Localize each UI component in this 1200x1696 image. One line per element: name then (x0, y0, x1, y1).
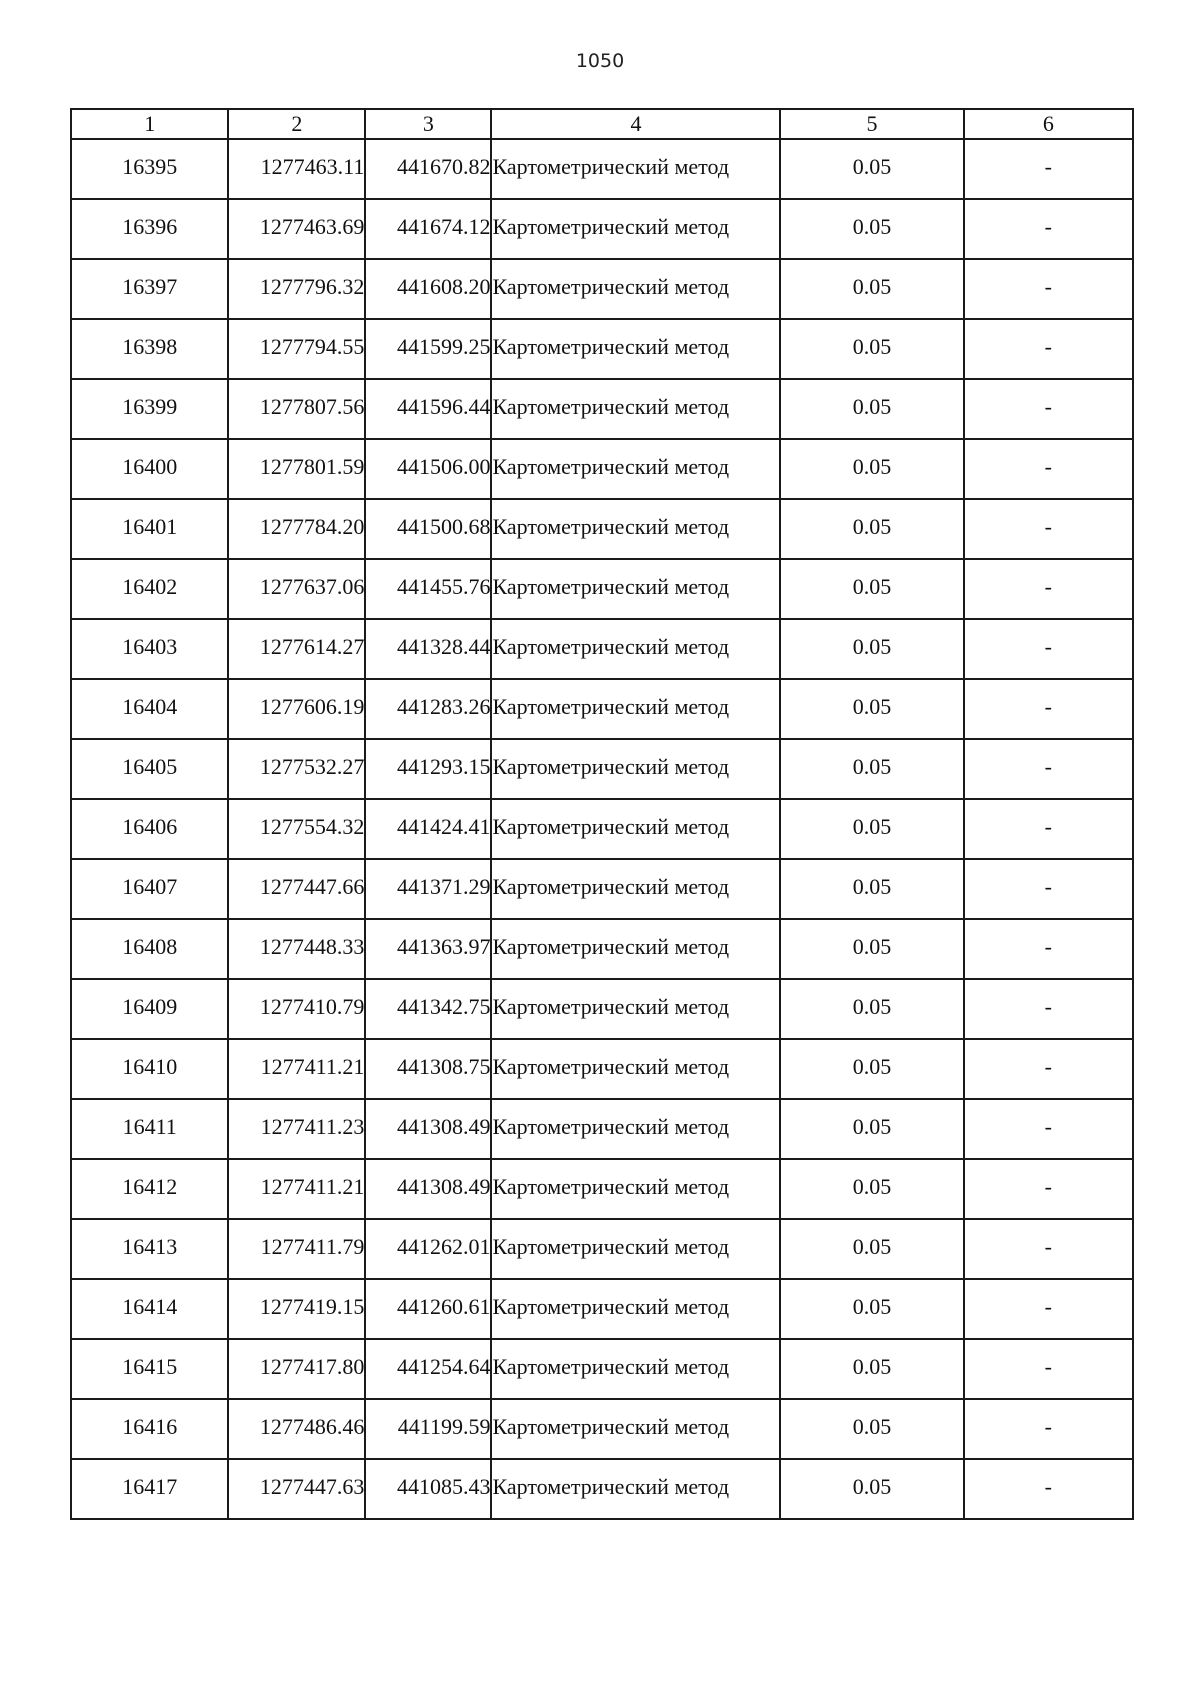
x-coordinate-cell: 1277448.33 (228, 919, 365, 979)
y-coordinate-cell: 441260.61 (365, 1279, 491, 1339)
method-cell: Картометрический метод (491, 979, 780, 1039)
point-number-cell: 16402 (71, 559, 228, 619)
point-number-cell: 16416 (71, 1399, 228, 1459)
accuracy-cell: 0.05 (780, 1279, 963, 1339)
table-row (71, 739, 1133, 799)
accuracy-cell: 0.05 (780, 199, 963, 259)
accuracy-cell: 0.05 (780, 679, 963, 739)
x-coordinate-cell: 1277794.55 (228, 319, 365, 379)
method-cell: Картометрический метод (491, 199, 780, 259)
y-coordinate-cell: 441674.12 (365, 199, 491, 259)
x-coordinate-cell: 1277410.79 (228, 979, 365, 1039)
accuracy-cell: 0.05 (780, 619, 963, 679)
table-row (71, 1159, 1133, 1219)
x-coordinate-cell: 1277554.32 (228, 799, 365, 859)
point-number-cell: 16396 (71, 199, 228, 259)
column-header: 2 (228, 109, 365, 139)
method-cell: Картометрический метод (491, 859, 780, 919)
accuracy-cell: 0.05 (780, 259, 963, 319)
method-cell: Картометрический метод (491, 1159, 780, 1219)
y-coordinate-cell: 441085.43 (365, 1459, 491, 1519)
accuracy-cell: 0.05 (780, 739, 963, 799)
description-cell: - (964, 1039, 1133, 1099)
description-cell: - (964, 619, 1133, 679)
description-cell: - (964, 499, 1133, 559)
accuracy-cell: 0.05 (780, 1099, 963, 1159)
method-cell: Картометрический метод (491, 1039, 780, 1099)
table-row (71, 1459, 1133, 1519)
point-number-cell: 16405 (71, 739, 228, 799)
table-row (71, 139, 1133, 199)
y-coordinate-cell: 441455.76 (365, 559, 491, 619)
description-cell: - (964, 1159, 1133, 1219)
accuracy-cell: 0.05 (780, 1159, 963, 1219)
table-row (71, 1099, 1133, 1159)
accuracy-cell: 0.05 (780, 559, 963, 619)
x-coordinate-cell: 1277486.46 (228, 1399, 365, 1459)
table-row (71, 259, 1133, 319)
method-cell: Картометрический метод (491, 139, 780, 199)
point-number-cell: 16415 (71, 1339, 228, 1399)
method-cell: Картометрический метод (491, 1279, 780, 1339)
description-cell: - (964, 1279, 1133, 1339)
method-cell: Картометрический метод (491, 799, 780, 859)
y-coordinate-cell: 441293.15 (365, 739, 491, 799)
description-cell: - (964, 559, 1133, 619)
method-cell: Картометрический метод (491, 679, 780, 739)
method-cell: Картометрический метод (491, 439, 780, 499)
method-cell: Картометрический метод (491, 1459, 780, 1519)
method-cell: Картометрический метод (491, 619, 780, 679)
table-row (71, 979, 1133, 1039)
method-cell: Картометрический метод (491, 259, 780, 319)
description-cell: - (964, 1339, 1133, 1399)
x-coordinate-cell: 1277417.80 (228, 1339, 365, 1399)
x-coordinate-cell: 1277447.63 (228, 1459, 365, 1519)
method-cell: Картометрический метод (491, 1099, 780, 1159)
point-number-cell: 16408 (71, 919, 228, 979)
table-row (71, 679, 1133, 739)
table-row (71, 439, 1133, 499)
accuracy-cell: 0.05 (780, 1219, 963, 1279)
column-header: 1 (71, 109, 228, 139)
method-cell: Картометрический метод (491, 379, 780, 439)
point-number-cell: 16414 (71, 1279, 228, 1339)
point-number-cell: 16407 (71, 859, 228, 919)
table-row (71, 1279, 1133, 1339)
description-cell: - (964, 979, 1133, 1039)
x-coordinate-cell: 1277532.27 (228, 739, 365, 799)
y-coordinate-cell: 441424.41 (365, 799, 491, 859)
point-number-cell: 16410 (71, 1039, 228, 1099)
accuracy-cell: 0.05 (780, 379, 963, 439)
table-row (71, 799, 1133, 859)
x-coordinate-cell: 1277419.15 (228, 1279, 365, 1339)
point-number-cell: 16400 (71, 439, 228, 499)
y-coordinate-cell: 441500.68 (365, 499, 491, 559)
point-number-cell: 16417 (71, 1459, 228, 1519)
x-coordinate-cell: 1277801.59 (228, 439, 365, 499)
x-coordinate-cell: 1277606.19 (228, 679, 365, 739)
point-number-cell: 16406 (71, 799, 228, 859)
method-cell: Картометрический метод (491, 919, 780, 979)
point-number-cell: 16398 (71, 319, 228, 379)
x-coordinate-cell: 1277614.27 (228, 619, 365, 679)
y-coordinate-cell: 441670.82 (365, 139, 491, 199)
table-row (71, 1219, 1133, 1279)
method-cell: Картометрический метод (491, 1399, 780, 1459)
accuracy-cell: 0.05 (780, 439, 963, 499)
column-header: 5 (780, 109, 963, 139)
table-row (71, 1039, 1133, 1099)
table-row (71, 1339, 1133, 1399)
point-number-cell: 16413 (71, 1219, 228, 1279)
description-cell: - (964, 1459, 1133, 1519)
description-cell: - (964, 859, 1133, 919)
table-header-row (71, 109, 1133, 139)
x-coordinate-cell: 1277411.21 (228, 1039, 365, 1099)
table-row (71, 319, 1133, 379)
accuracy-cell: 0.05 (780, 1459, 963, 1519)
accuracy-cell: 0.05 (780, 319, 963, 379)
description-cell: - (964, 919, 1133, 979)
x-coordinate-cell: 1277796.32 (228, 259, 365, 319)
table-body (71, 139, 1133, 1519)
y-coordinate-cell: 441363.97 (365, 919, 491, 979)
page-number: 1050 (575, 50, 625, 72)
point-number-cell: 16411 (71, 1099, 228, 1159)
description-cell: - (964, 379, 1133, 439)
y-coordinate-cell: 441599.25 (365, 319, 491, 379)
point-number-cell: 16395 (71, 139, 228, 199)
method-cell: Картометрический метод (491, 319, 780, 379)
accuracy-cell: 0.05 (780, 139, 963, 199)
accuracy-cell: 0.05 (780, 799, 963, 859)
coordinates-table (70, 108, 1134, 1520)
description-cell: - (964, 199, 1133, 259)
y-coordinate-cell: 441199.59 (365, 1399, 491, 1459)
y-coordinate-cell: 441328.44 (365, 619, 491, 679)
accuracy-cell: 0.05 (780, 1339, 963, 1399)
table-row (71, 559, 1133, 619)
x-coordinate-cell: 1277807.56 (228, 379, 365, 439)
x-coordinate-cell: 1277463.69 (228, 199, 365, 259)
point-number-cell: 16404 (71, 679, 228, 739)
description-cell: - (964, 679, 1133, 739)
point-number-cell: 16397 (71, 259, 228, 319)
column-header: 3 (365, 109, 491, 139)
description-cell: - (964, 259, 1133, 319)
method-cell: Картометрический метод (491, 1339, 780, 1399)
x-coordinate-cell: 1277784.20 (228, 499, 365, 559)
x-coordinate-cell: 1277637.06 (228, 559, 365, 619)
method-cell: Картометрический метод (491, 1219, 780, 1279)
y-coordinate-cell: 441308.49 (365, 1099, 491, 1159)
column-header: 6 (964, 109, 1133, 139)
table-row (71, 199, 1133, 259)
table-row (71, 379, 1133, 439)
description-cell: - (964, 1099, 1133, 1159)
description-cell: - (964, 439, 1133, 499)
accuracy-cell: 0.05 (780, 919, 963, 979)
method-cell: Картометрический метод (491, 559, 780, 619)
y-coordinate-cell: 441608.20 (365, 259, 491, 319)
description-cell: - (964, 1219, 1133, 1279)
description-cell: - (964, 139, 1133, 199)
table-row (71, 859, 1133, 919)
table-row (71, 499, 1133, 559)
description-cell: - (964, 799, 1133, 859)
method-cell: Картометрический метод (491, 499, 780, 559)
x-coordinate-cell: 1277463.11 (228, 139, 365, 199)
accuracy-cell: 0.05 (780, 979, 963, 1039)
table-row (71, 919, 1133, 979)
y-coordinate-cell: 441308.49 (365, 1159, 491, 1219)
y-coordinate-cell: 441506.00 (365, 439, 491, 499)
accuracy-cell: 0.05 (780, 1399, 963, 1459)
x-coordinate-cell: 1277411.23 (228, 1099, 365, 1159)
point-number-cell: 16409 (71, 979, 228, 1039)
accuracy-cell: 0.05 (780, 859, 963, 919)
y-coordinate-cell: 441342.75 (365, 979, 491, 1039)
x-coordinate-cell: 1277447.66 (228, 859, 365, 919)
point-number-cell: 16401 (71, 499, 228, 559)
x-coordinate-cell: 1277411.21 (228, 1159, 365, 1219)
method-cell: Картометрический метод (491, 739, 780, 799)
y-coordinate-cell: 441371.29 (365, 859, 491, 919)
point-number-cell: 16412 (71, 1159, 228, 1219)
y-coordinate-cell: 441308.75 (365, 1039, 491, 1099)
column-header: 4 (491, 109, 780, 139)
description-cell: - (964, 1399, 1133, 1459)
accuracy-cell: 0.05 (780, 1039, 963, 1099)
y-coordinate-cell: 441596.44 (365, 379, 491, 439)
y-coordinate-cell: 441254.64 (365, 1339, 491, 1399)
point-number-cell: 16399 (71, 379, 228, 439)
point-number-cell: 16403 (71, 619, 228, 679)
y-coordinate-cell: 441262.01 (365, 1219, 491, 1279)
table-row (71, 619, 1133, 679)
x-coordinate-cell: 1277411.79 (228, 1219, 365, 1279)
y-coordinate-cell: 441283.26 (365, 679, 491, 739)
description-cell: - (964, 739, 1133, 799)
description-cell: - (964, 319, 1133, 379)
accuracy-cell: 0.05 (780, 499, 963, 559)
table-row (71, 1399, 1133, 1459)
